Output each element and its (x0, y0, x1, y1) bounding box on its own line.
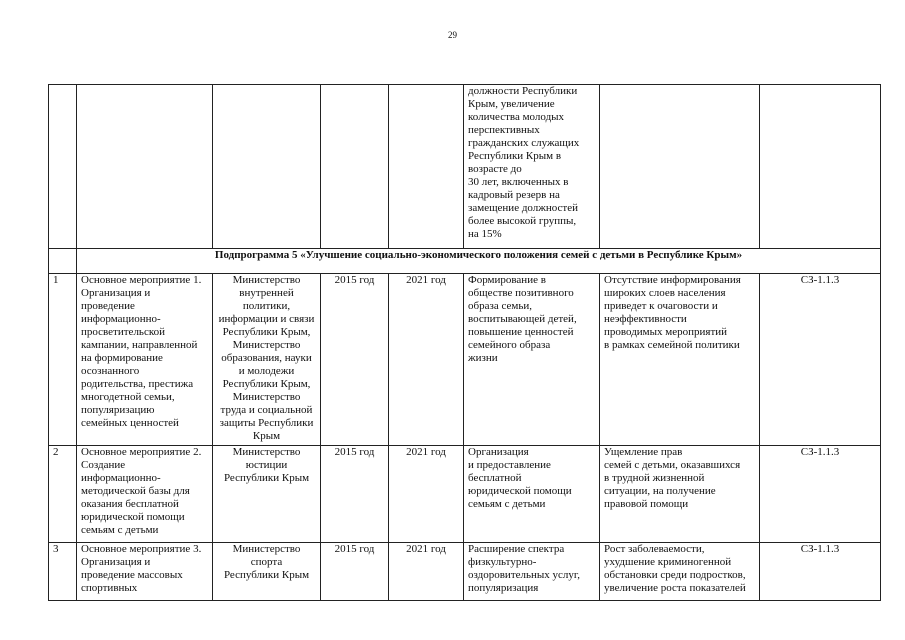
cell-event: Основное мероприятие 3. Организация и проведение массовых спортивных (77, 543, 213, 601)
cell-indicator: СЗ-1.1.3 (760, 543, 881, 601)
cell-num: 1 (49, 274, 77, 446)
cell-num (49, 85, 77, 249)
cell-start (321, 85, 389, 249)
table-row (49, 446, 881, 543)
cell-result: должности Республики Крым, увеличение количества молодых перспективных гражданских служащих Республики Крым в возрасте до 30 лет, включенных в кадровый резерв на замещение должностей более высокой группы, на 15% (464, 85, 600, 249)
cell-executor (213, 85, 321, 249)
page-number: 29 (448, 30, 457, 40)
cell-num: 3 (49, 543, 77, 601)
cell-event: Основное мероприятие 2. Создание информационно- методической базы для оказания бесплатной юридической помощи семьям с детьми (77, 446, 213, 543)
cell-end: 2021 год (389, 274, 464, 446)
cell-indicator: СЗ-1.1.3 (760, 446, 881, 543)
cell-event (77, 85, 213, 249)
cell-end: 2021 год (389, 543, 464, 601)
cell-consequence: Рост заболеваемости, ухудшение криминогенной обстановки среди подростков, увеличение роста показателей (600, 543, 760, 601)
cell-result: Организация и предоставление бесплатной юридической помощи семьям с детьми (464, 446, 600, 543)
cell-start: 2015 год (321, 446, 389, 543)
subprogram-heading-row (49, 249, 881, 274)
cell-result: Формирование в обществе позитивного образа семьи, воспитывающей детей, повышение ценностей семейного образа жизни (464, 274, 600, 446)
cell-indicator: СЗ-1.1.3 (760, 274, 881, 446)
cell-consequence: Отсутствие информирования широких слоев населения приведет к очаговости и неэффективности проводимых мероприятий в рамках семейной политики (600, 274, 760, 446)
cell-executor: Министерство юстиции Республики Крым (213, 446, 321, 543)
cell-executor: Министерство спорта Республики Крым (213, 543, 321, 601)
cell-start: 2015 год (321, 543, 389, 601)
cell-result: Расширение спектра физкультурно- оздоровительных услуг, популяризация (464, 543, 600, 601)
cell-indicator (760, 85, 881, 249)
subprogram-title: Подпрограмма 5 «Улучшение социально-экономического положения семей с детьми в Республике Крым» (77, 249, 881, 274)
table-row (49, 274, 881, 446)
cell-end (389, 85, 464, 249)
cell-start: 2015 год (321, 274, 389, 446)
cell-consequence (600, 85, 760, 249)
cell-consequence: Ущемление прав семей с детьми, оказавшихся в трудной жизненной ситуации, на получение правовой помощи (600, 446, 760, 543)
cell-event: Основное мероприятие 1. Организация и проведение информационно- просветительской кампании, направленной на формирование осознанного родительства, престижа многодетной семьи, популяризацию семейных ценностей (77, 274, 213, 446)
table-row (49, 543, 881, 601)
program-events-table (48, 84, 881, 601)
table-row-continued (49, 85, 881, 249)
cell-num: 2 (49, 446, 77, 543)
cell-executor: Министерство внутренней политики, информации и связи Республики Крым, Министерство образования, науки и молодежи Республики Крым, Министерство труда и социальной защиты Республики Крым (213, 274, 321, 446)
cell-num (49, 249, 77, 274)
cell-end: 2021 год (389, 446, 464, 543)
